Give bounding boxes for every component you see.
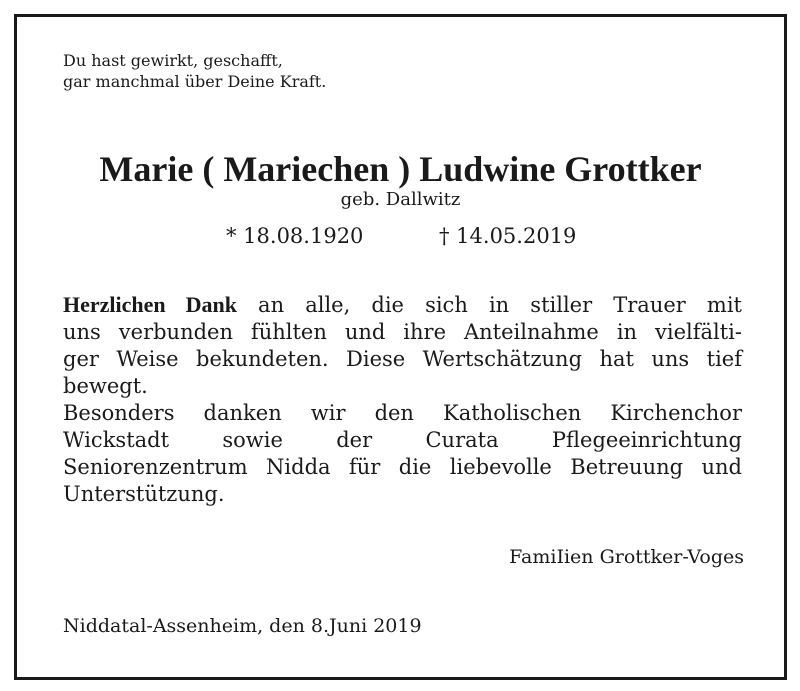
family-signature: FamiIien Grottker-Voges: [509, 546, 744, 568]
text-line: ger Weise bekundeten. Diese Wertschätzung hat uns tief: [63, 347, 742, 371]
maiden-name: geb. Dallwitz: [340, 189, 461, 210]
life-dates: [17, 221, 784, 251]
text-line: Seniorenzentrum Nidda für die liebevolle Betreuung und: [63, 455, 742, 479]
text-line: Wickstadt sowie der Curata Pflegeeinrichtung: [63, 428, 742, 452]
thanks-paragraph: [63, 291, 742, 400]
special-thanks-paragraph: [63, 400, 742, 508]
death-date: † 14.05.2019: [439, 224, 577, 248]
text-line: Unterstützung.: [63, 482, 225, 506]
place-date: Niddatal-Assenheim, den 8.Juni 2019: [63, 615, 422, 637]
text-line: [63, 291, 742, 319]
text-line: bewegt.: [63, 374, 148, 398]
thanks-lead: Herzlichen Dank: [63, 292, 237, 317]
deceased-name: Marie ( Mariechen ) Ludwine Grottker: [99, 149, 702, 189]
text-fragment: an alle, die sich in stiller Trauer mit: [236, 293, 742, 317]
poem-line: gar manchmal über Deine Kraft.: [63, 72, 327, 91]
text-line: uns verbunden fühlten und ihre Anteilnahme in vielfälti-: [63, 320, 742, 344]
poem-line: Du hast gewirkt, geschafft,: [63, 51, 283, 70]
text-line: Besonders danken wir den Katholischen Kirchenchor: [63, 401, 742, 425]
birth-date: * 18.08.1920: [226, 224, 364, 248]
poem: [63, 50, 326, 92]
obituary-frame: [14, 14, 787, 680]
